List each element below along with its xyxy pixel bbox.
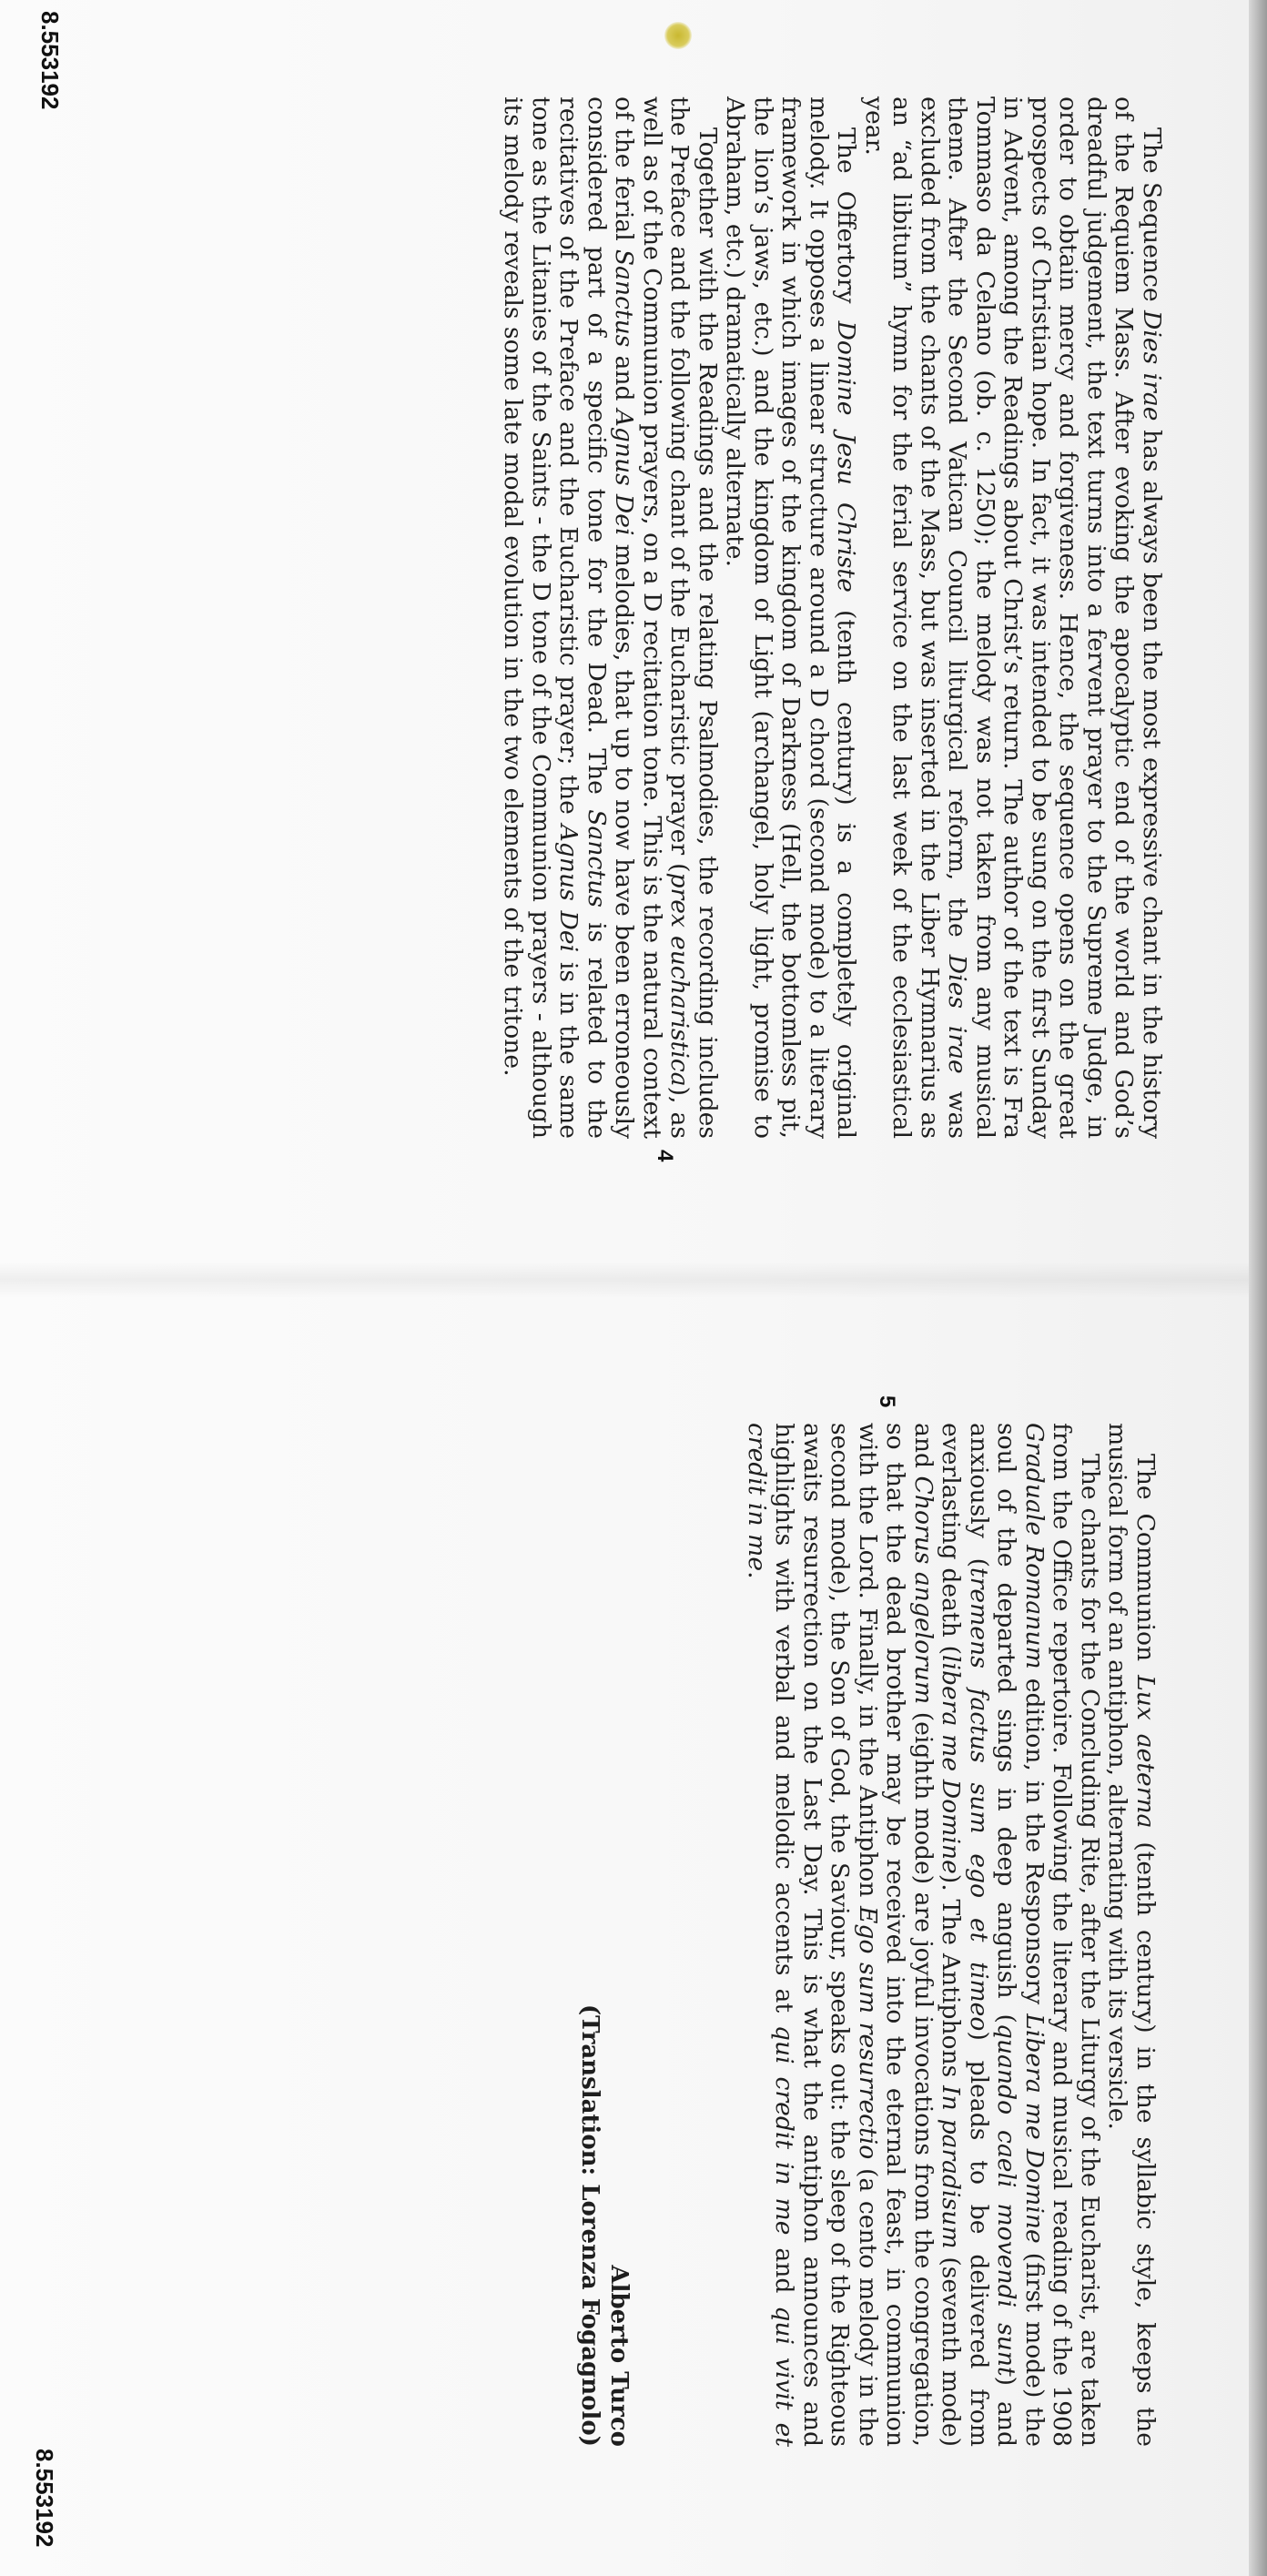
page-4-text-column <box>499 96 1165 1139</box>
credits <box>575 1655 634 2447</box>
page-4 <box>0 0 1267 1267</box>
catalogue-number-top-left: 8.553192 <box>36 11 64 110</box>
page-5-paragraph-1: The Communion Lux aeterna (tenth century) in the syllabic style, keeps the musical form of an antiphon, alternating with its versicle. <box>1103 1423 1160 2448</box>
translation-credit: (Translation: Lorenza Fogagnolo) <box>576 2003 603 2447</box>
page-4-paragraph-1: The Sequence Dies irae has always been the most expressive chant in the history of the Requiem Mass. After evoking the apocalyptic end of the world and God’s dreadful judgement, the text turns into a fervent prayer to the Supreme Judge, in order to obtain mercy and forgiveness. Hence, the sequence opens on the great prospects of Christian hope. In fact, it was intended to be sung on the first Sunday in Advent, among the Readings about Christ’s return. The author of the text is Fra Tommaso da Celano (ob. c. 1250); the melody was not taken from any musical theme. After the Second Vatican Council liturgical reform, the Dies irae was excluded from the chants of the Mass, but was inserted in the Liber Hymnarius as an “ad libitum” hymn for the ferial service on the last week of the ecclesiastical year. <box>860 96 1166 1139</box>
page-number-5: 5 <box>875 1395 899 1408</box>
author-name: Alberto Turco <box>605 2265 633 2447</box>
page-4-paragraph-2: The Offertory Domine Jesu Christe (tenth century) is a completely original melody. It opposes a linear structure around a D chord (second mode) to a literary framework in which images of the kingdom of Darkness (Hell, the bottomless pit, the lion’s jaws, etc.) and the kingdom of Light (archangel, holy light, promise to Abraham, etc.) dramatically alternate. <box>721 96 861 1139</box>
page-5-text-column <box>743 1423 1160 2447</box>
page-number-4: 4 <box>653 1150 677 1162</box>
page-4-paragraph-3: Together with the Readings and the relating Psalmodies, the recording includes the Preface and the following chant of the Eucharistic prayer (prex eucharistica), as well as of the Communion prayers, on a D recitation tone. This is the natural context of the ferial Sanctus and Agnus Dei melodies, that up to now have been erroneously considered part of a specific tone for the Dead. The Sanctus is related to the recitatives of the Preface and the Eucharistic prayer; the Agnus Dei is in the same tone as the Litanies of the Saints - the D tone of the Communion prayers - although its melody reveals some late modal evolution in the two elements of the tritone. <box>499 96 722 1140</box>
page-5 <box>0 1291 1267 2576</box>
catalogue-number-bottom-right: 8.553192 <box>31 2449 58 2548</box>
page-5-paragraph-2: The chants for the Concluding Rite, after the Liturgy of the Eucharist, are taken from the Office repertoire. Following the literary and musical reading of the 1908 Graduale Romanum edition, in the Responsory Libera me Domine (first mode) the soul of the departed sings in deep anguish (quando caeli movendi sunt) and anxiously (tremens factus sum ego et timeo) pleads to be delivered from everlasting death (libera me Domine). The Antiphons In paradisum (seventh mode) and Chorus angelorum (eighth mode) are joyful invocations from the congregation, so that the dead brother may be received into the eternal feast, in communion with the Lord. Finally, in the Antiphon Ego sum resurrectio (a cento melody in the second mode), the Son of God, the Saviour, speaks out: the sleep of the Righteous awaits resurrection on the Last Day. This is what the antiphon announces and highlights with verbal and melodic accents at qui credit in me and qui vivit et credit in me. <box>743 1423 1104 2448</box>
